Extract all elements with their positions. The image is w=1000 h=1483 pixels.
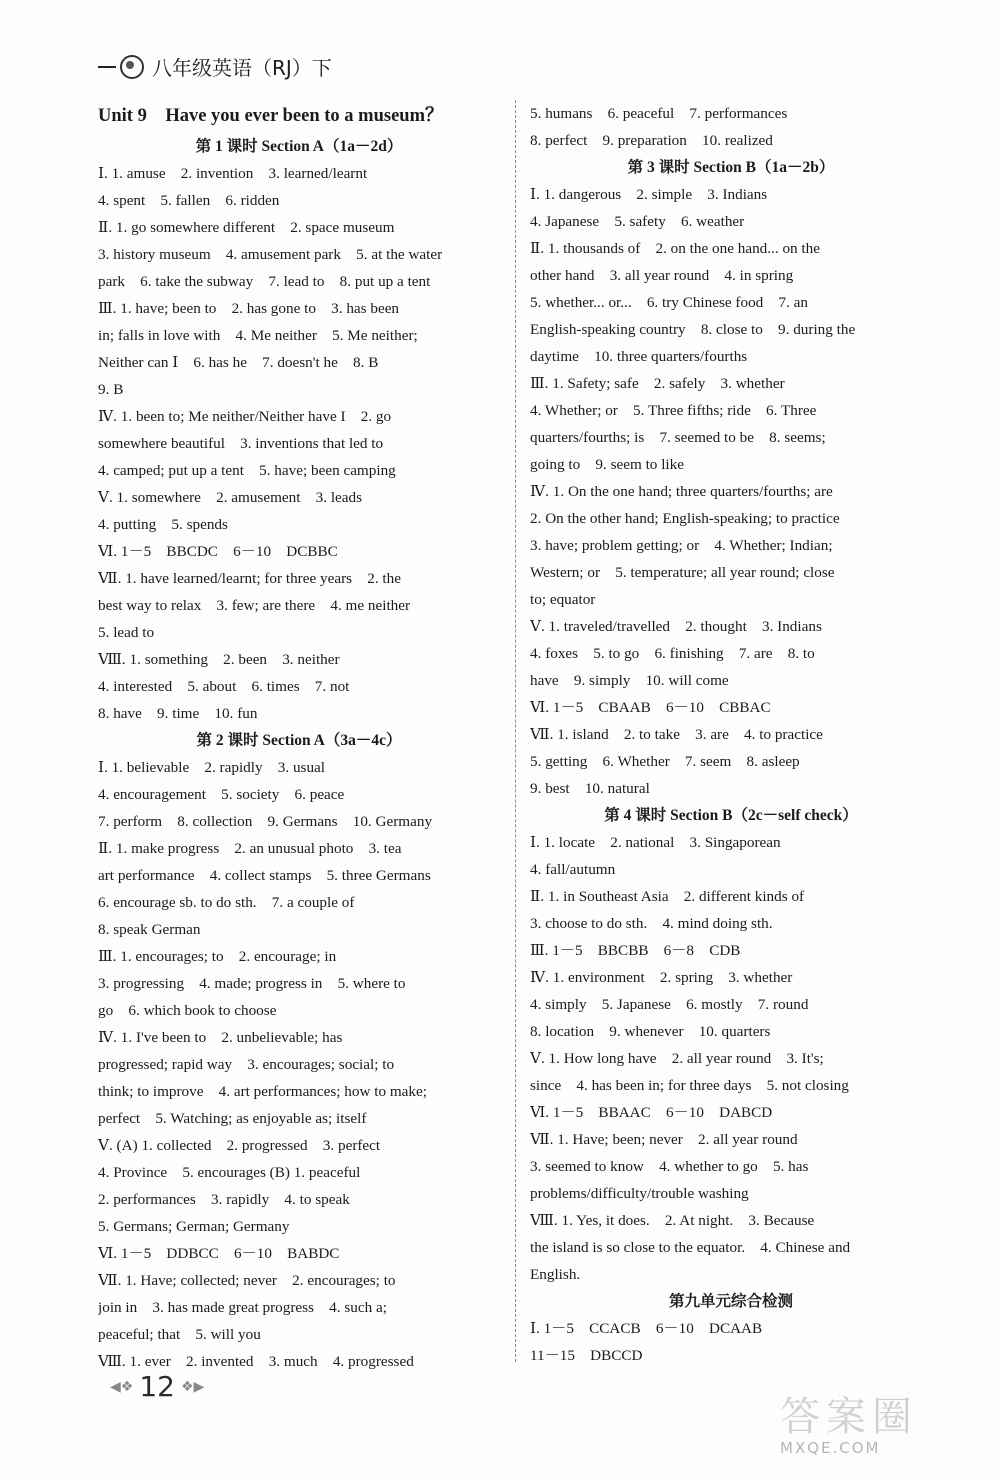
answer-line: Ⅰ. 1. dangerous 2. simple 3. Indians [530,186,768,203]
answers-section-3 [530,181,932,802]
answer-line: progressed; rapid way 3. encourages; social; to [98,1056,395,1073]
answer-line: 5. whether... or... 6. try Chinese food 7. an [530,294,808,311]
watermark [780,1395,918,1457]
answer-line: Ⅲ. 1. have; been to 2. has gone to 3. has been [98,300,400,317]
section-title-1: 第 1 课时 Section A（1a－2d） [195,138,403,155]
ornament-icon: ◀❖ [110,1378,134,1395]
answer-line: to; equator [530,591,596,608]
answer-line: Ⅱ. 1. go somewhere different 2. space museum [98,219,395,236]
answer-line: Ⅲ. 1－5 BBCBB 6－8 CDB [530,942,741,959]
ornament-icon: ❖▶ [180,1378,205,1395]
header-rule [98,66,116,68]
answer-line: 4. simply 5. Japanese 6. mostly 7. round [530,996,809,1013]
answer-line: 4. foxes 5. to go 6. finishing 7. are 8. to [530,645,815,662]
section-title-4: 第 4 课时 Section B（2c－self check） [604,807,858,824]
answer-line: Neither can Ⅰ 6. has he 7. doesn't he 8. B [98,354,379,371]
answer-line: Ⅶ. 1. Have; collected; never 2. encourages; to [98,1272,396,1289]
answer-line: perfect 5. Watching; as enjoyable as; itself [98,1110,367,1127]
answer-line: 4. spent 5. fallen 6. ridden [98,192,280,209]
answers-unit-test [530,1315,932,1369]
answer-line: Ⅲ. 1. encourages; to 2. encourage; in [98,948,337,965]
answer-line: problems/difficulty/trouble washing [530,1185,749,1202]
answer-line: Ⅰ. 1－5 CCACB 6－10 DCAAB [530,1320,763,1337]
answer-line: 4. Province 5. encourages (B) 1. peaceful [98,1164,361,1181]
answer-line: 4. fall/autumn [530,861,616,878]
right-column [530,100,932,1369]
answer-line: park 6. take the subway 7. lead to 8. put up a tent [98,273,431,290]
answer-line: 5. lead to [98,624,155,641]
answers-section-1 [98,160,500,727]
answer-line: 2. performances 3. rapidly 4. to speak [98,1191,350,1208]
answer-line: peaceful; that 5. will you [98,1326,261,1343]
answer-line: Ⅳ. 1. environment 2. spring 3. whether [530,969,793,986]
answer-line: have 9. simply 10. will come [530,672,729,689]
answer-line: Ⅳ. 1. I've been to 2. unbelievable; has [98,1029,343,1046]
page-number-text: 12 [139,1370,175,1403]
answer-line: 5. getting 6. Whether 7. seem 8. asleep [530,753,800,770]
watermark-url: MXQE.COM [780,1439,881,1457]
answer-line: Ⅲ. 1. Safety; safe 2. safely 3. whether [530,375,785,392]
answer-line: join in 3. has made great progress 4. such a; [98,1299,387,1316]
answer-line: Western; or 5. temperature; all year round; close [530,564,835,581]
answer-line: 8. have 9. time 10. fun [98,705,258,722]
unit-title: Unit 9 Have you ever been to a museum？ [98,106,444,126]
answer-line: 4. camped; put up a tent 5. have; been camping [98,462,396,479]
answer-line: Ⅶ. 1. island 2. to take 3. are 4. to practice [530,726,823,743]
section-title-2: 第 2 课时 Section A（3a－4c） [196,732,402,749]
answer-line: Ⅴ. (A) 1. collected 2. progressed 3. perfect [98,1137,381,1154]
answer-line: Ⅰ. 1. locate 2. national 3. Singaporean [530,834,781,851]
answer-line: somewhere beautiful 3. inventions that led to [98,435,384,452]
answer-line: Ⅶ. 1. have learned/learnt; for three years 2. the [98,570,401,587]
answer-line: 5. Germans; German; Germany [98,1218,290,1235]
answer-line: 3. seemed to know 4. whether to go 5. has [530,1158,809,1175]
answers-section-4 [530,829,932,1288]
answer-line: Ⅴ. 1. traveled/travelled 2. thought 3. Indians [530,618,822,635]
answer-line: Ⅳ. 1. been to; Me neither/Neither have I 2. go [98,408,392,425]
answer-line: English-speaking country 8. close to 9. during the [530,321,856,338]
answer-line: Ⅴ. 1. somewhere 2. amusement 3. leads [98,489,363,506]
answer-line: Ⅱ. 1. in Southeast Asia 2. different kinds of [530,888,805,905]
answer-line: 3. choose to do sth. 4. mind doing sth. [530,915,773,932]
answer-line: since 4. has been in; for three days 5. not closing [530,1077,849,1094]
answer-line: 3. have; problem getting; or 4. Whether; Indian; [530,537,833,554]
answer-line: Ⅶ. 1. Have; been; never 2. all year round [530,1131,798,1148]
answer-line: Ⅷ. 1. ever 2. invented 3. much 4. progressed [98,1353,414,1370]
answer-line: Ⅷ. 1. something 2. been 3. neither [98,651,340,668]
left-column [98,100,500,1375]
answer-line: 8. speak German [98,921,201,938]
answer-line: Ⅰ. 1. amuse 2. invention 3. learned/learnt [98,165,368,182]
answer-line: 9. B [98,381,124,398]
answer-line: best way to relax 3. few; are there 4. me neither [98,597,411,614]
answer-line: 11－15 DBCCD [530,1347,643,1364]
column-divider [515,100,516,1362]
answer-line: 5. humans 6. peaceful 7. performances [530,105,788,122]
answer-line: 3. progressing 4. made; progress in 5. where to [98,975,406,992]
answer-line: 4. putting 5. spends [98,516,228,533]
answer-line: Ⅳ. 1. On the one hand; three quarters/fourths; are [530,483,833,500]
answer-line: quarters/fourths; is 7. seemed to be 8. seems; [530,429,826,446]
answer-line: Ⅰ. 1. believable 2. rapidly 3. usual [98,759,326,776]
answer-line: 7. perform 8. collection 9. Germans 10. Germany [98,813,433,830]
answers-section-2 [98,754,500,1375]
answer-line: 4. encouragement 5. society 6. peace [98,786,345,803]
answer-line: 9. best 10. natural [530,780,650,797]
section-title-3: 第 3 课时 Section B（1a－2b） [627,159,835,176]
page-number [104,1370,210,1403]
answer-line: the island is so close to the equator. 4. Chinese and [530,1239,851,1256]
answer-line: 8. perfect 9. preparation 10. realized [530,132,773,149]
page-header [98,52,332,81]
answer-line: Ⅷ. 1. Yes, it does. 2. At night. 3. Because [530,1212,815,1229]
answer-line: 4. Whether; or 5. Three fifths; ride 6. Three [530,402,817,419]
answer-line: Ⅱ. 1. make progress 2. an unusual photo 3. tea [98,840,402,857]
answer-line: 4. Japanese 5. safety 6. weather [530,213,745,230]
book-logo-icon [120,55,144,79]
answer-line: in; falls in love with 4. Me neither 5. Me neither; [98,327,418,344]
answer-line: 6. encourage sb. to do sth. 7. a couple of [98,894,355,911]
answer-line: English. [530,1266,581,1283]
answer-line: 3. history museum 4. amusement park 5. at the water [98,246,443,263]
answer-line: Ⅱ. 1. thousands of 2. on the one hand... on the [530,240,820,257]
answer-line: daytime 10. three quarters/fourths [530,348,748,365]
answers-section-2-continued [530,100,932,154]
answer-line: other hand 3. all year round 4. in spring [530,267,794,284]
answer-line: art performance 4. collect stamps 5. three Germans [98,867,431,884]
answer-line: going to 9. seem to like [530,456,684,473]
answer-line: Ⅵ. 1－5 DDBCC 6－10 BABDC [98,1245,340,1262]
answer-line: Ⅴ. 1. How long have 2. all year round 3. It's; [530,1050,824,1067]
answer-line: Ⅵ. 1－5 BBAAC 6－10 DABCD [530,1104,773,1121]
header-title: 八年级英语（RJ）下 [152,56,332,80]
watermark-logo: 答案圈 [780,1394,918,1440]
unit-test-title: 第九单元综合检测 [668,1293,793,1310]
answer-line: 8. location 9. whenever 10. quarters [530,1023,771,1040]
answer-line: Ⅵ. 1－5 BBCDC 6－10 DCBBC [98,543,338,560]
answer-line: 2. On the other hand; English-speaking; to practice [530,510,840,527]
answer-line: think; to improve 4. art performances; how to make; [98,1083,427,1100]
answer-line: go 6. which book to choose [98,1002,277,1019]
answer-line: 4. interested 5. about 6. times 7. not [98,678,350,695]
answer-line: Ⅵ. 1－5 CBAAB 6－10 CBBAC [530,699,771,716]
